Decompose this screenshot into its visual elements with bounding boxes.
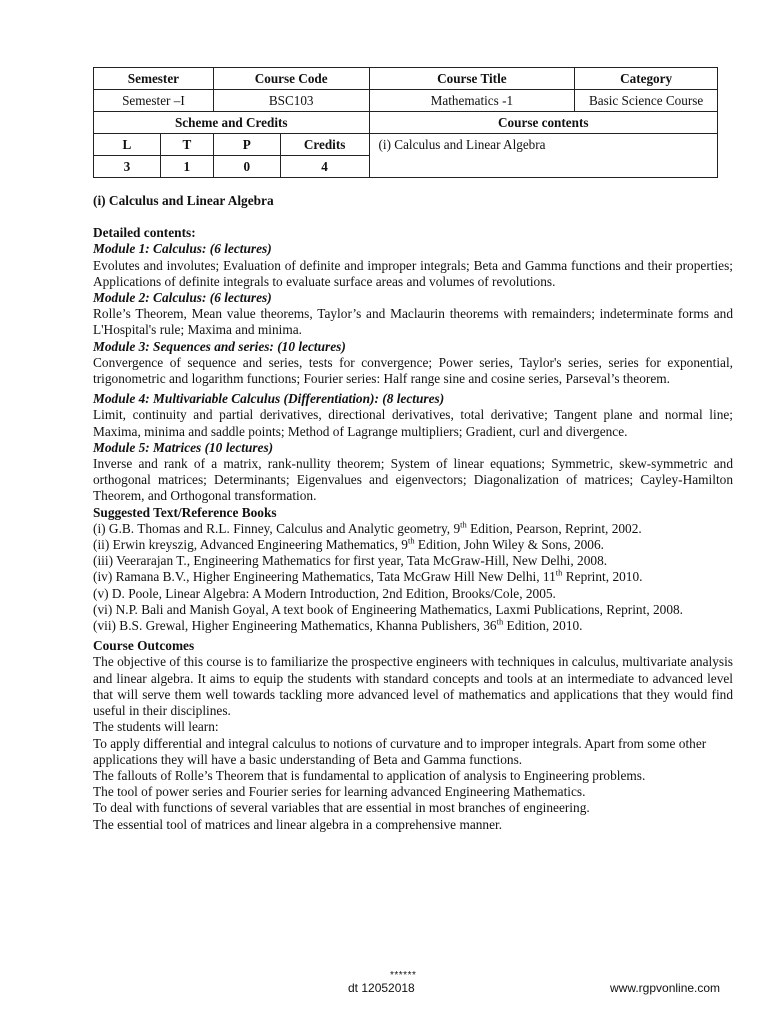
module-5 bbox=[93, 440, 733, 505]
module-body: Inverse and rank of a matrix, rank-nullity theorem; System of linear equations; Symmetric, skew-symmetric and orthogonal matrices; Determinants; Eigenvalues and eigenvectors; Diagonalization of matrices; Cayley-Hamilton Theorem, and Orthogonal transformation. bbox=[93, 456, 733, 504]
header-course-title: Course Title bbox=[369, 68, 575, 90]
ltp-header-t: T bbox=[160, 134, 213, 156]
cell-semester: Semester –I bbox=[94, 90, 214, 112]
list-item: (v) D. Poole, Linear Algebra: A Modern Introduction, 2nd Edition, Brooks/Cole, 2005. bbox=[93, 585, 556, 601]
table-subheader-row bbox=[94, 112, 718, 134]
module-1 bbox=[93, 241, 733, 290]
ltp-header-credits: Credits bbox=[280, 134, 369, 156]
module-title: Module 1: Calculus: (6 lectures) bbox=[93, 241, 272, 257]
module-body: Rolle’s Theorem, Mean value theorems, Taylor’s and Maclaurin theorems with remainders; indeterminate forms and L'Hospital's rule; Maxima and minima. bbox=[93, 306, 733, 338]
list-item: To apply differential and integral calculus to notions of curvature and to improper integrals. Apart from some other applications they will have a basic understanding of Beta and Gamma functions. bbox=[93, 735, 707, 767]
footer-date: dt 12052018 bbox=[348, 981, 415, 995]
list-item: The essential tool of matrices and linear algebra in a comprehensive manner. bbox=[93, 816, 503, 832]
header-category: Category bbox=[575, 68, 718, 90]
list-item: (iii) Veerarajan T., Engineering Mathematics for first year, Tata McGraw-Hill, New Delhi, 2008. bbox=[93, 553, 608, 569]
module-title: Module 5: Matrices (10 lectures) bbox=[93, 439, 274, 455]
module-body: Limit, continuity and partial derivatives, directional derivatives, total derivative; Tangent plane and normal line; Maxima, minima and saddle points; Method of Lagrange multipliers; Gradient, curl and divergence. bbox=[93, 407, 733, 439]
footer-separator: ****** bbox=[390, 970, 417, 981]
ltp-value-l: 3 bbox=[94, 156, 161, 178]
references-list bbox=[93, 521, 733, 634]
footer-website: www.rgpvonline.com bbox=[610, 981, 721, 995]
list-item: (vi) N.P. Bali and Manish Goyal, A text book of Engineering Mathematics, Laxmi Publications, Reprint, 2008. bbox=[93, 601, 684, 617]
list-item: To deal with functions of several variables that are essential in most branches of engineering. bbox=[93, 800, 590, 816]
module-body: Evolutes and involutes; Evaluation of definite and improper integrals; Beta and Gamma functions and their properties; Applications of definite integrals to evaluate surface areas and volumes of revolutions. bbox=[93, 257, 733, 289]
course-contents-value: (i) Calculus and Linear Algebra bbox=[369, 134, 717, 178]
header-course-code: Course Code bbox=[213, 68, 369, 90]
references-title: Suggested Text/Reference Books bbox=[93, 504, 277, 520]
module-3 bbox=[93, 339, 733, 388]
table-row bbox=[94, 90, 718, 112]
outcomes-title: Course Outcomes bbox=[93, 638, 195, 654]
section-title: (i) Calculus and Linear Algebra bbox=[93, 193, 274, 208]
module-title: Module 3: Sequences and series: (10 lectures) bbox=[93, 338, 346, 354]
module-title: Module 2: Calculus: (6 lectures) bbox=[93, 290, 272, 306]
ltp-value-credits: 4 bbox=[280, 156, 369, 178]
ltp-value-t: 1 bbox=[160, 156, 213, 178]
list-item: (iv) Ramana B.V., Higher Engineering Mathematics, Tata McGraw Hill New Delhi, 11th Reprint, 2010. bbox=[93, 568, 643, 585]
detailed-contents-label: Detailed contents: bbox=[93, 225, 196, 241]
module-title: Module 4: Multivariable Calculus (Differentiation): (8 lectures) bbox=[93, 391, 445, 407]
module-4 bbox=[93, 391, 733, 440]
list-item: The tool of power series and Fourier series for learning advanced Engineering Mathematics. bbox=[93, 784, 586, 800]
list-item: (i) G.B. Thomas and R.L. Finney, Calculus and Analytic geometry, 9th Edition, Pearson, Reprint, 2002. bbox=[93, 519, 642, 536]
module-body: Convergence of sequence and series, tests for convergence; Power series, Taylor's series, series for exponential, trigonometric and logarithm functions; Fourier series: Half range sine and cosine series, Parseval’s theorem. bbox=[93, 354, 733, 387]
header-semester: Semester bbox=[94, 68, 214, 90]
ltp-value-p: 0 bbox=[213, 156, 280, 178]
list-item: The fallouts of Rolle’s Theorem that is fundamental to application of analysis to Engineering problems. bbox=[93, 767, 646, 783]
students-label: The students will learn: bbox=[93, 719, 219, 735]
table-header-row bbox=[94, 68, 718, 90]
list-item: (vii) B.S. Grewal, Higher Engineering Mathematics, Khanna Publishers, 36th Edition, 2010. bbox=[93, 616, 583, 634]
course-contents-label: Course contents bbox=[369, 112, 717, 134]
cell-course-code: BSC103 bbox=[213, 90, 369, 112]
cell-course-title: Mathematics -1 bbox=[369, 90, 575, 112]
course-info-table bbox=[93, 67, 718, 178]
scheme-credits-label: Scheme and Credits bbox=[94, 112, 370, 134]
document-body bbox=[93, 193, 733, 833]
cell-category: Basic Science Course bbox=[575, 90, 718, 112]
ltp-header-l: L bbox=[94, 134, 161, 156]
list-item: (ii) Erwin kreyszig, Advanced Engineering Mathematics, 9th Edition, John Wiley & Sons, 2006. bbox=[93, 535, 604, 553]
ltp-header-row bbox=[94, 134, 718, 156]
module-2 bbox=[93, 290, 733, 339]
outcomes-intro: The objective of this course is to familiarize the prospective engineers with techniques in calculus, multivariate analysis and linear algebra. It aims to equip the students with standard concepts and tools at an intermediate to advanced level that will serve them well towards tackling more advanced level of mathematics and applications that they would find useful in their disciplines. bbox=[93, 654, 733, 719]
ltp-header-p: P bbox=[213, 134, 280, 156]
